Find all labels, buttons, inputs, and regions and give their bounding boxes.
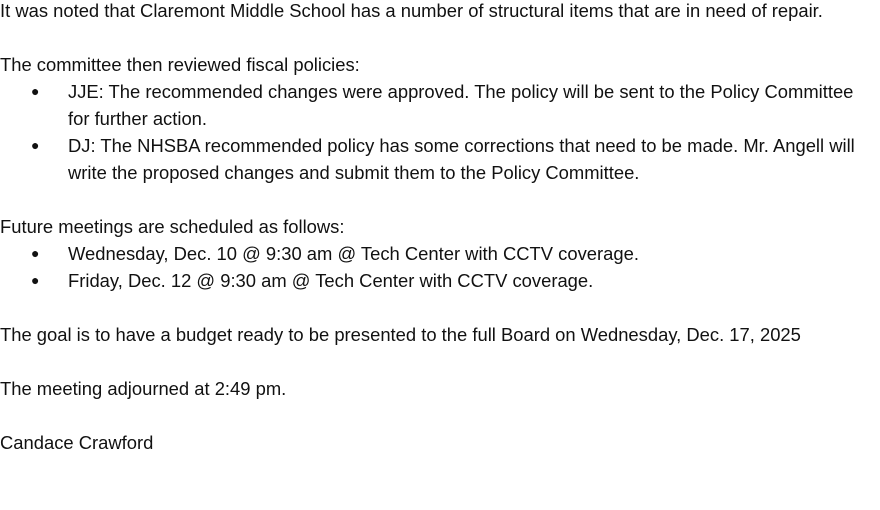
paragraph-spacer — [0, 348, 880, 375]
paragraph-spacer — [0, 294, 880, 321]
list-item — [0, 240, 880, 267]
future-meetings-list — [0, 240, 880, 294]
future-meetings-heading: Future meetings are scheduled as follows: — [0, 216, 345, 237]
signature-name: Candace Crawford — [0, 432, 154, 453]
list-item — [0, 267, 880, 294]
intro-paragraph: It was noted that Claremont Middle School has a number of structural items that are in need of repair. — [0, 0, 823, 21]
fiscal-policies-list — [0, 78, 880, 186]
bullet-icon: ● — [31, 245, 40, 261]
list-item-text: Friday, Dec. 12 @ 9:30 am @ Tech Center with CCTV coverage. — [68, 270, 594, 291]
fiscal-policies-heading: The committee then reviewed fiscal policies: — [0, 54, 360, 75]
paragraph-spacer — [0, 402, 880, 429]
bullet-icon: ● — [31, 272, 40, 288]
list-item-text: Wednesday, Dec. 10 @ 9:30 am @ Tech Center with CCTV coverage. — [68, 243, 639, 264]
budget-goal-paragraph: The goal is to have a budget ready to be presented to the full Board on Wednesday, Dec. 17, 2025 — [0, 324, 801, 345]
adjournment-paragraph: The meeting adjourned at 2:49 pm. — [0, 378, 287, 399]
list-item — [0, 78, 880, 132]
list-item — [0, 132, 880, 186]
list-item-text: DJ: The NHSBA recommended policy has some corrections that need to be made. Mr. Angell will write the proposed changes and submit them to the Policy Committee. — [68, 135, 855, 183]
bullet-icon: ● — [31, 137, 40, 153]
bullet-icon: ● — [31, 83, 40, 99]
paragraph-spacer — [0, 186, 880, 213]
list-item-text: JJE: The recommended changes were approved. The policy will be sent to the Policy Committee for further action. — [68, 81, 854, 129]
paragraph-spacer — [0, 24, 880, 51]
